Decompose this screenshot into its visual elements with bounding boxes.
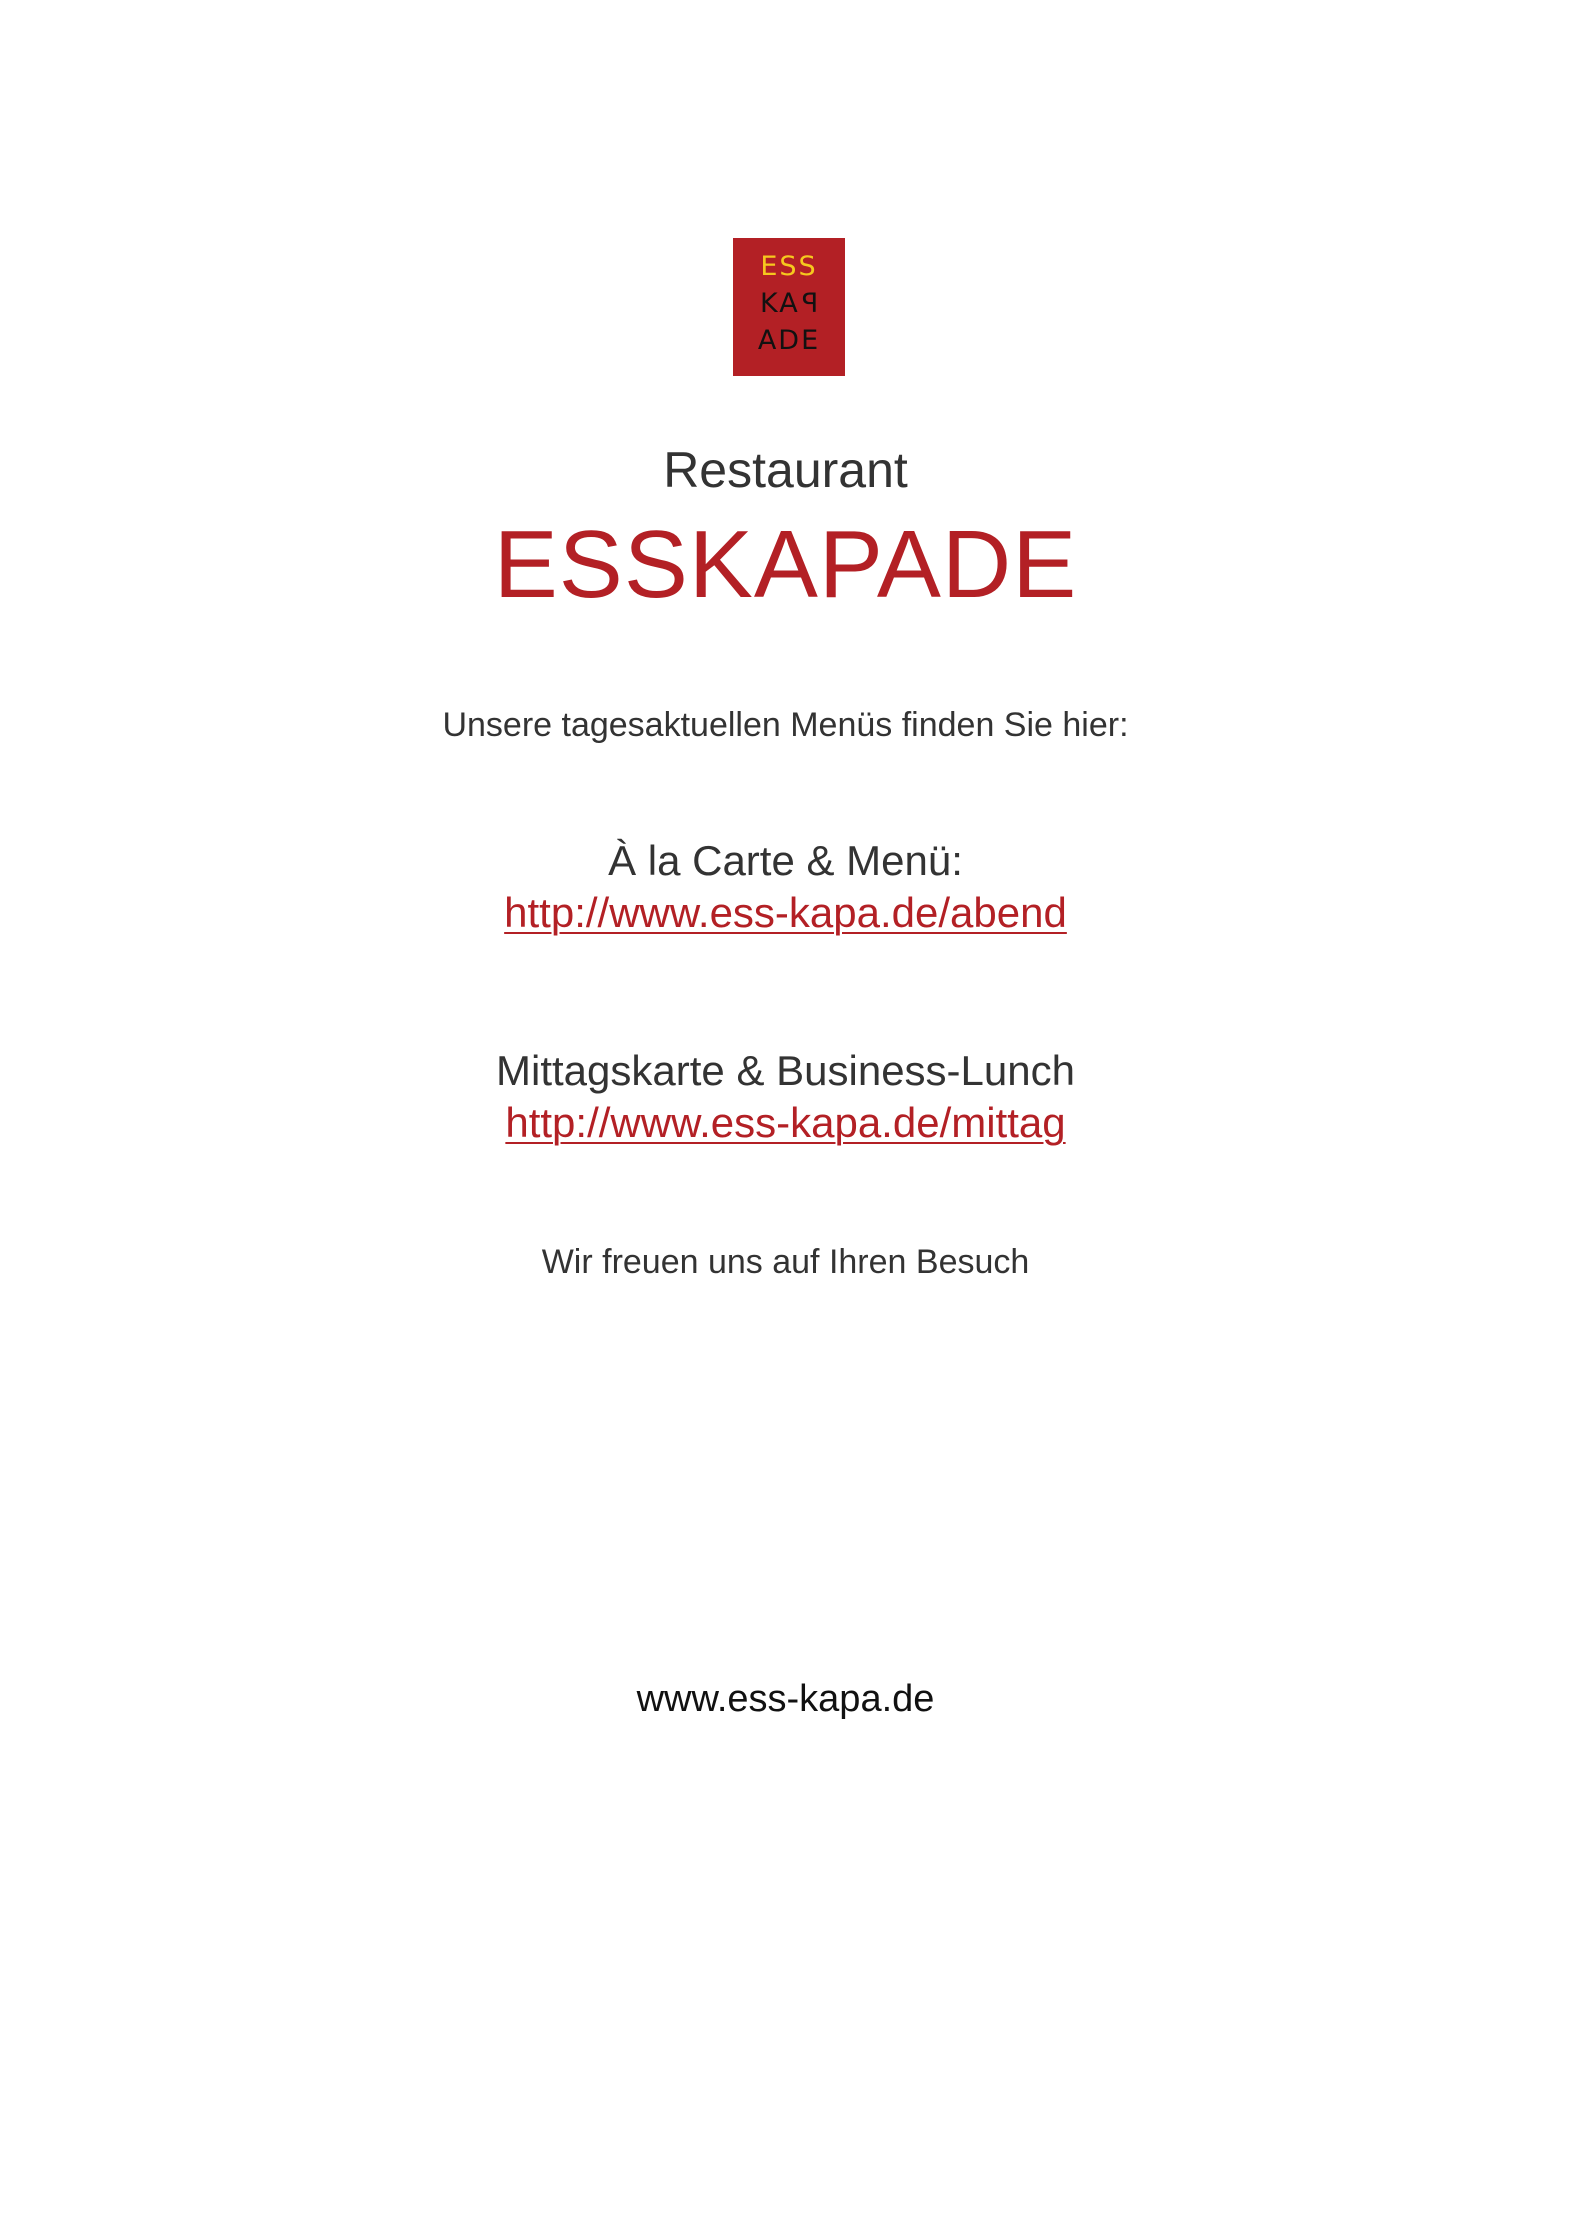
restaurant-label: Restaurant [663, 442, 908, 498]
section-title-mittagskarte: Mittagskarte & Business-Lunch [496, 1047, 1075, 1094]
logo-line-ade: ADE [757, 325, 821, 356]
logo [733, 238, 845, 376]
link-row-mittag [0, 1098, 1571, 1148]
closing-text: Wir freuen uns auf Ihren Besuch [541, 1243, 1030, 1281]
link-mittag[interactable]: http://www.ess-kapa.de/mittag [505, 1099, 1066, 1146]
link-abend[interactable]: http://www.ess-kapa.de/abend [504, 889, 1067, 936]
link-row-abend [0, 888, 1571, 938]
section-title-a-la-carte: À la Carte & Menü: [608, 837, 963, 884]
logo-reversed-p: P [799, 288, 818, 319]
logo-line-ess: ESS [760, 251, 818, 282]
intro-text: Unsere tagesaktuellen Menüs finden Sie hier: [442, 706, 1129, 744]
logo-ka: KA [760, 288, 800, 319]
logo-line-kap [733, 285, 845, 322]
footer-website: www.ess-kapa.de [636, 1678, 935, 1720]
restaurant-name: ESSKAPADE [493, 511, 1078, 618]
